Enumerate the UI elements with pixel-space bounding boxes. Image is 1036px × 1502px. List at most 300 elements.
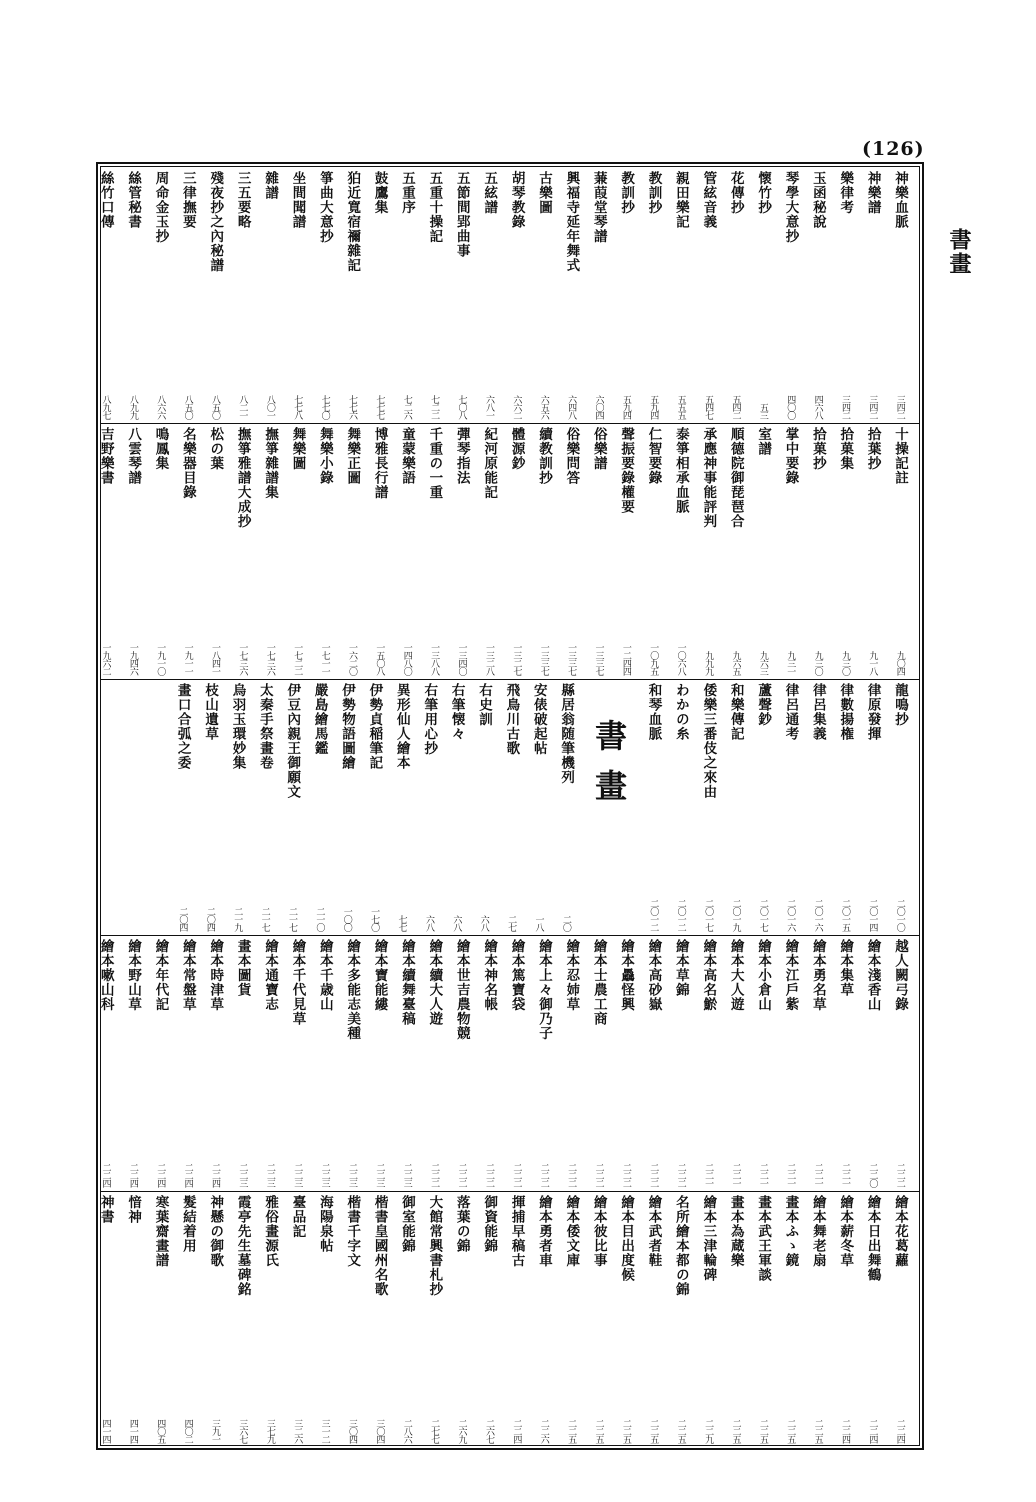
entry-title: 拾菓集 bbox=[837, 427, 854, 471]
entry-page-number: 三〇四 bbox=[374, 1419, 385, 1443]
entry-title: 三律撫要 bbox=[179, 171, 196, 229]
entry-page-number: 二二四 bbox=[182, 1163, 193, 1187]
index-entry bbox=[475, 423, 502, 679]
index-entry bbox=[557, 167, 584, 423]
index-entry bbox=[250, 679, 277, 935]
index-entry bbox=[228, 423, 255, 679]
index-entry bbox=[278, 679, 305, 935]
entry-page-number: 六五六 bbox=[538, 395, 549, 419]
entry-page-number: 一〇六八 bbox=[675, 643, 686, 675]
entry-title: 飛鳥川古歌 bbox=[503, 683, 520, 756]
entry-page-number: 七七八 bbox=[292, 395, 303, 419]
entry-page-number: 一〇〇 bbox=[341, 907, 352, 931]
entry-title: 嚴島繪馬鑑 bbox=[311, 683, 328, 756]
entry-page-number: 二二三 bbox=[319, 1163, 330, 1187]
index-entry bbox=[584, 167, 611, 423]
entry-page-number: 五四七 bbox=[703, 395, 714, 419]
entry-page-number: 四六八 bbox=[812, 395, 823, 419]
index-entry bbox=[530, 167, 557, 423]
entry-title: 繪本時津草 bbox=[207, 939, 224, 1012]
entry-title: 繪本神名帳 bbox=[481, 939, 498, 1012]
index-entry bbox=[639, 1191, 666, 1447]
entry-page-number: 六八一 bbox=[483, 395, 494, 419]
entry-title: 繪本多能志美種 bbox=[344, 939, 361, 1041]
index-entry bbox=[639, 423, 666, 679]
entry-title: 三五要略 bbox=[234, 171, 251, 229]
index-entry bbox=[310, 423, 337, 679]
entry-title: 繪本勇名草 bbox=[809, 939, 826, 1012]
entry-title: 親田樂記 bbox=[672, 171, 689, 229]
index-entry bbox=[803, 1191, 830, 1447]
index-entry bbox=[256, 935, 283, 1191]
index-entry bbox=[886, 1191, 913, 1447]
entry-title: 臺品記 bbox=[289, 1195, 306, 1239]
index-entry bbox=[256, 1191, 283, 1447]
entry-page-number: 三七九 bbox=[264, 1419, 275, 1443]
entry-page-number: 二二〇 bbox=[867, 1163, 878, 1187]
entry-page-number: 一〇九五 bbox=[648, 643, 659, 675]
entry-title: 髮結着用 bbox=[179, 1195, 196, 1253]
index-entry bbox=[858, 935, 885, 1191]
index-entry bbox=[447, 423, 474, 679]
entry-title: 繪本舞老扇 bbox=[809, 1195, 826, 1268]
index-entry bbox=[557, 423, 584, 679]
index-entry bbox=[776, 935, 803, 1191]
entry-title: 和琴血脈 bbox=[645, 683, 662, 741]
entry-title: 俗樂問答 bbox=[563, 427, 580, 485]
entry-title: 鼓鷹集 bbox=[371, 171, 388, 215]
index-entry bbox=[173, 1191, 200, 1447]
index-entry bbox=[776, 423, 803, 679]
index-entry bbox=[365, 167, 392, 423]
index-entry bbox=[91, 167, 118, 423]
entry-title: 雅俗畫源氏 bbox=[262, 1195, 279, 1268]
index-entry bbox=[666, 1191, 693, 1447]
entry-page-number: 八五〇 bbox=[182, 395, 193, 419]
index-entry bbox=[365, 423, 392, 679]
entry-title: 懷竹抄 bbox=[755, 171, 772, 215]
index-entry bbox=[283, 167, 310, 423]
entry-title: 律呂通考 bbox=[782, 683, 799, 741]
entry-title: 縣居翁随筆機列 bbox=[558, 683, 575, 785]
index-entry bbox=[196, 679, 223, 935]
entry-title: 繪本日出舞鶴 bbox=[864, 1195, 881, 1282]
entry-title: 繪本目出度候 bbox=[618, 1195, 635, 1282]
entry-page-number: 二二二 bbox=[894, 1163, 905, 1187]
index-entry bbox=[721, 423, 748, 679]
entry-page-number: 一八四一 bbox=[210, 643, 221, 675]
index-entry bbox=[283, 1191, 310, 1447]
index-entry bbox=[201, 1191, 228, 1447]
entry-page-number: 二二二 bbox=[483, 1163, 494, 1187]
entry-page-number: 二二一 bbox=[730, 1163, 741, 1187]
entry-page-number: 七〇八 bbox=[456, 395, 467, 419]
entry-title: 繪本武者鞋 bbox=[645, 1195, 662, 1268]
index-entry bbox=[721, 1191, 748, 1447]
entry-page-number: 三九一 bbox=[210, 1419, 221, 1443]
entry-page-number: 三四二 bbox=[894, 395, 905, 419]
entry-title: 繪本嗽山科 bbox=[97, 939, 114, 1012]
entry-page-number: 二二五 bbox=[648, 1419, 659, 1443]
entry-page-number: 四一四 bbox=[100, 1419, 111, 1443]
entry-page-number: 六四八 bbox=[566, 395, 577, 419]
index-entry bbox=[228, 935, 255, 1191]
entry-title: 蘆聲鈔 bbox=[755, 683, 772, 727]
entry-page-number: 七七 bbox=[396, 915, 407, 931]
entry-title: 五重十操記 bbox=[426, 171, 443, 244]
entry-title: 狛近寬宿禰雜記 bbox=[344, 171, 361, 273]
index-entry bbox=[173, 423, 200, 679]
entry-title: 松の葉 bbox=[207, 427, 224, 471]
index-entry bbox=[749, 935, 776, 1191]
entry-title: 神書 bbox=[97, 1195, 114, 1224]
index-tier bbox=[97, 935, 919, 1191]
entry-page-number: 二二三 bbox=[237, 1163, 248, 1187]
entry-page-number: 一九四六 bbox=[127, 643, 138, 675]
index-entry bbox=[393, 167, 420, 423]
index-entry bbox=[721, 935, 748, 1191]
entry-title: 繪本野山草 bbox=[125, 939, 142, 1012]
entry-page-number: 二七七 bbox=[429, 1419, 440, 1443]
index-entry bbox=[119, 1191, 146, 1447]
entry-title: 畫口合弧之委 bbox=[174, 683, 191, 770]
index-entry bbox=[497, 679, 524, 935]
index-entry bbox=[447, 935, 474, 1191]
entry-title: 繪本集草 bbox=[837, 939, 854, 997]
entry-title: 律原發揮 bbox=[864, 683, 881, 741]
entry-page-number: 七二六 bbox=[401, 395, 412, 419]
entry-title: 繪本大人遊 bbox=[727, 939, 744, 1012]
entry-title: 繪本通寶志 bbox=[262, 939, 279, 1012]
entry-page-number: 二〇四 bbox=[177, 907, 188, 931]
entry-page-number: 二二五 bbox=[812, 1419, 823, 1443]
index-entry bbox=[886, 679, 913, 935]
entry-page-number: 二二三 bbox=[264, 1163, 275, 1187]
entry-title: 花傳抄 bbox=[727, 171, 744, 215]
entry-page-number: 八九九 bbox=[127, 395, 138, 419]
entry-page-number: 九一八 bbox=[867, 651, 878, 675]
index-entry bbox=[694, 1191, 721, 1447]
entry-title: 管絃音義 bbox=[700, 171, 717, 229]
entry-title: 揮捕早稿古 bbox=[508, 1195, 525, 1268]
index-entry bbox=[749, 423, 776, 679]
section-heading-slot bbox=[579, 679, 639, 935]
index-entry bbox=[639, 679, 666, 935]
entry-page-number: 一七一一 bbox=[319, 643, 330, 675]
entry-title: 俗樂譜 bbox=[590, 427, 607, 471]
entry-title: 繪本草錦 bbox=[672, 939, 689, 997]
entry-title: 繪本高砂嶽 bbox=[645, 939, 662, 1012]
index-entry bbox=[524, 679, 551, 935]
entry-title: 箏曲大意抄 bbox=[316, 171, 333, 244]
entry-title: 異形仙人繪本 bbox=[393, 683, 410, 770]
entry-page-number: 九六五 bbox=[730, 651, 741, 675]
entry-page-number: 一七三六 bbox=[237, 643, 248, 675]
entry-page-number: 二二五 bbox=[593, 1419, 604, 1443]
entry-title: 絲竹口傳 bbox=[97, 171, 114, 229]
entry-page-number: 二〇 bbox=[560, 915, 571, 931]
entry-page-number: 二二三 bbox=[292, 1163, 303, 1187]
entry-title: 承應神事能評判 bbox=[700, 427, 717, 529]
index-entry bbox=[502, 423, 529, 679]
index-entry bbox=[333, 679, 360, 935]
index-entry bbox=[803, 423, 830, 679]
entry-page-number: 二二四 bbox=[155, 1163, 166, 1187]
index-entry bbox=[338, 1191, 365, 1447]
index-entry bbox=[119, 423, 146, 679]
index-entry bbox=[858, 1191, 885, 1447]
entry-page-number: 一七二二 bbox=[292, 643, 303, 675]
index-entry bbox=[393, 1191, 420, 1447]
entry-page-number: 二〇一九 bbox=[730, 899, 741, 931]
entry-page-number: 二二一 bbox=[840, 1163, 851, 1187]
entry-page-number: 九〇四 bbox=[894, 651, 905, 675]
entry-title: 繪本花葛蘿 bbox=[892, 1195, 909, 1268]
entry-page-number: 二二四 bbox=[100, 1163, 111, 1187]
entry-title: 神懸の御歌 bbox=[207, 1195, 224, 1268]
index-entry bbox=[146, 167, 173, 423]
entry-page-number: 二二二 bbox=[538, 1163, 549, 1187]
entry-page-number: 六八 bbox=[451, 915, 462, 931]
index-entry bbox=[666, 167, 693, 423]
entry-title: 五節間郢曲事 bbox=[453, 171, 470, 258]
index-tier bbox=[97, 1191, 919, 1447]
entry-page-number: 六八 bbox=[478, 915, 489, 931]
index-entry bbox=[858, 423, 885, 679]
index-entry bbox=[502, 167, 529, 423]
entry-page-number: 八二一 bbox=[237, 395, 248, 419]
entry-title: 畫本武王軍談 bbox=[755, 1195, 772, 1282]
index-entry bbox=[831, 1191, 858, 1447]
entry-title: 仁智要錄 bbox=[645, 427, 662, 485]
entry-page-number: 五四二 bbox=[730, 395, 741, 419]
index-entry bbox=[502, 935, 529, 1191]
index-entry bbox=[365, 935, 392, 1191]
index-entry bbox=[530, 423, 557, 679]
index-entry bbox=[694, 679, 721, 935]
entry-page-number: 一三二八 bbox=[483, 643, 494, 675]
index-entry bbox=[475, 167, 502, 423]
entry-page-number: 七七七 bbox=[374, 395, 385, 419]
index-entry bbox=[168, 679, 195, 935]
index-entry bbox=[310, 935, 337, 1191]
entry-title: 絲管秘書 bbox=[125, 171, 142, 229]
entry-title: 伊勢貞稲筆記 bbox=[366, 683, 383, 770]
index-entry bbox=[415, 679, 442, 935]
entry-page-number: 二一七 bbox=[259, 907, 270, 931]
page-number: (126) bbox=[862, 138, 925, 160]
index-entry bbox=[858, 679, 885, 935]
index-entry bbox=[721, 167, 748, 423]
entry-title: 畫本為蔵樂 bbox=[727, 1195, 744, 1268]
entry-page-number: 二〇四 bbox=[204, 907, 215, 931]
index-entry bbox=[365, 1191, 392, 1447]
index-entry bbox=[146, 423, 173, 679]
index-entry bbox=[420, 423, 447, 679]
entry-page-number: 一九一一 bbox=[182, 643, 193, 675]
index-entry bbox=[776, 1191, 803, 1447]
entry-title: 繪本倭文庫 bbox=[563, 1195, 580, 1268]
entry-title: 神樂血脈 bbox=[892, 171, 909, 229]
entry-page-number: 二六七 bbox=[483, 1419, 494, 1443]
entry-title: 愔神 bbox=[125, 1195, 142, 1224]
entry-title: 室譜 bbox=[755, 427, 772, 456]
entry-page-number: 八九七 bbox=[100, 395, 111, 419]
index-entry bbox=[119, 167, 146, 423]
entry-title: 舞樂小錄 bbox=[316, 427, 333, 485]
index-entry bbox=[420, 1191, 447, 1447]
entry-title: 博雅長行譜 bbox=[371, 427, 388, 500]
entry-title: 童蒙樂語 bbox=[399, 427, 416, 485]
entry-page-number: 二二五 bbox=[620, 1419, 631, 1443]
entry-page-number: 二二一 bbox=[812, 1163, 823, 1187]
entry-page-number: 二二一 bbox=[785, 1163, 796, 1187]
entry-page-number: 三四二 bbox=[840, 395, 851, 419]
entry-title: 撫箏雅譜大成抄 bbox=[234, 427, 251, 529]
index-entry bbox=[803, 935, 830, 1191]
entry-title: 琴學大意抄 bbox=[782, 171, 799, 244]
entry-page-number: 六八 bbox=[423, 915, 434, 931]
index-entry bbox=[420, 167, 447, 423]
entry-title: 安俵破起帖 bbox=[530, 683, 547, 756]
entry-page-number: 二二四 bbox=[210, 1163, 221, 1187]
index-entry bbox=[666, 679, 693, 935]
index-entry bbox=[91, 1191, 118, 1447]
entry-page-number: 二二五 bbox=[675, 1419, 686, 1443]
entry-title: 周命金玉抄 bbox=[152, 171, 169, 244]
entry-page-number: 二八六 bbox=[401, 1419, 412, 1443]
entry-title: 體源鈔 bbox=[508, 427, 525, 471]
entry-page-number: 三〇四 bbox=[346, 1419, 357, 1443]
entry-page-number: 二〇一四 bbox=[867, 899, 878, 931]
index-entry bbox=[831, 679, 858, 935]
entry-page-number: 二一七 bbox=[286, 907, 297, 931]
index-entry bbox=[639, 167, 666, 423]
entry-page-number: 六〇四 bbox=[593, 395, 604, 419]
entry-title: 蒹葭堂琴譜 bbox=[590, 171, 607, 244]
index-entry bbox=[721, 679, 748, 935]
section-heading: 書畫 bbox=[590, 719, 629, 819]
entry-title: 繪本千代見草 bbox=[289, 939, 306, 1026]
entry-title: 坐間聞譜 bbox=[289, 171, 306, 229]
entry-title: 伊豆內親王御願文 bbox=[284, 683, 301, 799]
entry-title: 教訓抄 bbox=[645, 171, 662, 215]
entry-page-number: 一三八八 bbox=[429, 643, 440, 675]
entry-title: 御資能錦 bbox=[481, 1195, 498, 1253]
index-entry bbox=[584, 423, 611, 679]
entry-page-number: 二〇一六 bbox=[785, 899, 796, 931]
entry-page-number: 二二六 bbox=[538, 1419, 549, 1443]
index-entry bbox=[201, 423, 228, 679]
entry-page-number: 一五〇八 bbox=[374, 643, 385, 675]
index-tier bbox=[97, 167, 919, 423]
index-entry bbox=[584, 1191, 611, 1447]
entry-title: 紀河原能記 bbox=[481, 427, 498, 500]
index-entry bbox=[749, 1191, 776, 1447]
entry-page-number: 三一二 bbox=[319, 1419, 330, 1443]
entry-page-number: 二二二 bbox=[675, 1163, 686, 1187]
entry-title: わかの糸 bbox=[672, 683, 689, 741]
index-entry bbox=[305, 679, 332, 935]
index-entry bbox=[666, 935, 693, 1191]
index-entry bbox=[256, 423, 283, 679]
entry-title: 倭樂三番伎之來由 bbox=[700, 683, 717, 799]
entry-title: 繪本勇者車 bbox=[535, 1195, 552, 1268]
entry-page-number: 五九四 bbox=[648, 395, 659, 419]
entry-page-number: 二〇一六 bbox=[812, 899, 823, 931]
index-entry bbox=[803, 167, 830, 423]
index-entry bbox=[228, 1191, 255, 1447]
entry-title: 撫箏雜譜集 bbox=[262, 427, 279, 500]
entry-page-number: 二二三 bbox=[401, 1163, 412, 1187]
entry-title: 越人闕弓錄 bbox=[892, 939, 909, 1012]
entry-page-number: 九三〇 bbox=[840, 651, 851, 675]
entry-title: 繪本篤寶袋 bbox=[508, 939, 525, 1012]
entry-title: 繪本寶能縷 bbox=[371, 939, 388, 1012]
entry-page-number: 一三三七 bbox=[538, 643, 549, 675]
index-entry bbox=[338, 167, 365, 423]
entry-page-number: 三六七 bbox=[237, 1419, 248, 1443]
entry-page-number: 二二三 bbox=[374, 1163, 385, 1187]
entry-title: 律數揚権 bbox=[837, 683, 854, 741]
entry-title: 樂律考 bbox=[837, 171, 854, 215]
entry-title: 神樂譜 bbox=[864, 171, 881, 215]
index-entry bbox=[557, 1191, 584, 1447]
entry-title: 太秦手祭畫卷 bbox=[256, 683, 273, 770]
entry-title: 繪本年代記 bbox=[152, 939, 169, 1012]
entry-page-number: 三四二 bbox=[867, 395, 878, 419]
entry-page-number: 二二四 bbox=[894, 1419, 905, 1443]
index-entry bbox=[612, 1191, 639, 1447]
entry-title: 鳴鳳集 bbox=[152, 427, 169, 471]
entry-page-number: 八〇一 bbox=[264, 395, 275, 419]
index-entry bbox=[223, 679, 250, 935]
entry-title: 繪本常盤草 bbox=[179, 939, 196, 1012]
entry-page-number: 二〇一五 bbox=[840, 899, 851, 931]
entry-title: 泰箏相承血脈 bbox=[672, 427, 689, 514]
index-entry bbox=[831, 167, 858, 423]
entry-title: 繪本三津輪碑 bbox=[700, 1195, 717, 1282]
entry-page-number: 九六三 bbox=[757, 651, 768, 675]
entry-page-number: 二二三 bbox=[346, 1163, 357, 1187]
entry-page-number: 三二六 bbox=[292, 1419, 303, 1443]
entry-page-number: 二二二 bbox=[620, 1163, 631, 1187]
entry-title: 玉函秘說 bbox=[809, 171, 826, 229]
entry-page-number: 七二二 bbox=[429, 395, 440, 419]
index-entry bbox=[91, 935, 118, 1191]
index-entry bbox=[694, 423, 721, 679]
entry-title: 十操記註 bbox=[892, 427, 909, 485]
index-entry bbox=[442, 679, 469, 935]
entry-title: 繪本彼比事 bbox=[590, 1195, 607, 1268]
entry-page-number: 二一〇 bbox=[314, 907, 325, 931]
index-entry bbox=[612, 935, 639, 1191]
entry-page-number: 二六九 bbox=[456, 1419, 467, 1443]
entry-title: 畫本圖貨 bbox=[234, 939, 251, 997]
index-entry bbox=[612, 167, 639, 423]
entry-page-number: 五九四 bbox=[620, 395, 631, 419]
entry-page-number: 二二四 bbox=[127, 1163, 138, 1187]
entry-title: 繪本驫怪興 bbox=[618, 939, 635, 1012]
entry-title: 千重の一重 bbox=[426, 427, 443, 500]
entry-title: 枝山遺草 bbox=[202, 683, 219, 741]
entry-title: 龍鳴抄 bbox=[892, 683, 909, 727]
index-entry bbox=[749, 167, 776, 423]
index-entry bbox=[886, 935, 913, 1191]
index-entry bbox=[173, 167, 200, 423]
entry-title: 和樂傳記 bbox=[727, 683, 744, 741]
entry-page-number: 二二五 bbox=[785, 1419, 796, 1443]
